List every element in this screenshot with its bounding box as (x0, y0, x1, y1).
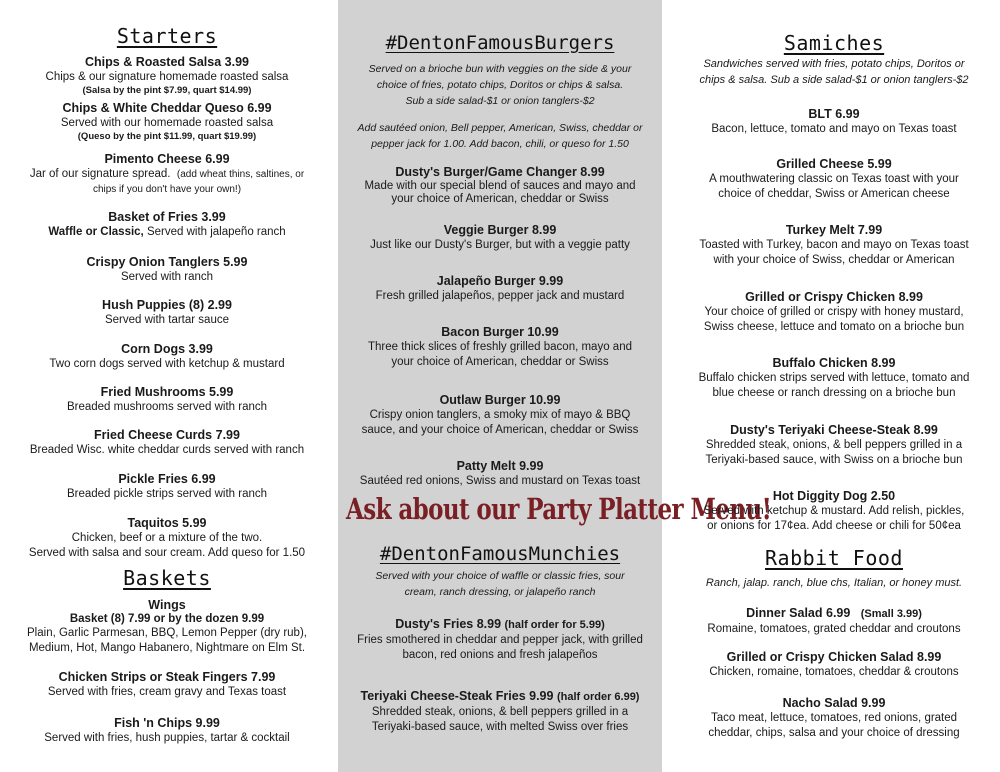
item-desc: your choice of American, cheddar or Swiss (391, 193, 609, 205)
menu-item (338, 325, 662, 370)
item-name: Chips & Roasted Salsa 3.99 (85, 55, 249, 69)
menu-item (0, 342, 334, 372)
item-name: Jalapeño Burger 9.99 (436, 274, 564, 288)
burgers-title: #DentonFamousBurgers (385, 32, 615, 54)
item-name: Bacon Burger 10.99 (441, 325, 559, 339)
menu-item (668, 696, 1000, 741)
item-name: BLT 6.99 (808, 107, 860, 121)
menu-item (0, 516, 334, 561)
item-desc: Breaded Wisc. white cheddar curds served with ranch (29, 444, 305, 456)
menu-item (0, 210, 334, 240)
item-name: Fried Cheese Curds 7.99 (94, 428, 240, 442)
right-panel (668, 0, 1000, 772)
burgers-addons: Add sautéed onion, Bell pepper, American, Swiss, cheddar or pepper jack for 1.00. Add bacon, chili, or queso for 1.50 (357, 122, 643, 150)
item-desc: or onions for 17¢ea. Add cheese or chili for 50¢ea (707, 520, 961, 532)
item-desc: Served with fries, cream gravy and Texas toast (47, 686, 287, 698)
burgers-intro: Served on a brioche bun with veggies on the side & your choice of fries, potato chips, Doritos or chips & salsa. Sub a side salad-$1 or onion tanglers-$2 (368, 63, 632, 107)
item-desc: Shredded steak, onions, & bell peppers grilled in a (705, 439, 963, 451)
item-name: Dusty's Teriyaki Cheese-Steak 8.99 (730, 423, 938, 437)
item-desc: Plain, Garlic Parmesan, BBQ, Lemon Pepper (dry rub), (27, 627, 307, 639)
item-name: Chicken Strips or Steak Fingers 7.99 (58, 670, 276, 684)
item-name: Basket of Fries 3.99 (108, 210, 226, 224)
menu-item (668, 157, 1000, 202)
menu-item (0, 428, 334, 458)
item-name: Basket (8) 7.99 or by the dozen 9.99 (69, 613, 265, 625)
item-desc: Sautéed red onions, Swiss and mustard on Texas toast (359, 475, 641, 487)
item-name: Grilled Cheese 5.99 (776, 157, 892, 171)
item-desc: with your choice of Swiss, cheddar or American (713, 254, 955, 266)
item-name: Fried Mushrooms 5.99 (100, 385, 234, 399)
item-name: Chips & White Cheddar Queso 6.99 (62, 101, 272, 115)
item-desc: choice of cheddar, Swiss or American cheese (718, 188, 950, 200)
menu-item (0, 101, 334, 143)
item-name: Veggie Burger 8.99 (443, 223, 557, 237)
menu-item (0, 385, 334, 415)
item-desc: Jar of our signature spread. (add wheat thins, saltines, or chips if you don't have your own!) (29, 168, 305, 195)
item-desc: Toasted with Turkey, bacon and mayo on Texas toast (699, 239, 969, 251)
item-desc: Buffalo chicken strips served with lettuce, tomato and (698, 372, 970, 384)
menu-item (338, 689, 662, 735)
item-desc: blue cheese or ranch dressing on a brioche bun (712, 387, 956, 399)
item-desc: Served with salsa and sour cream. Add queso for 1.50 (28, 547, 306, 559)
item-name: Pimento Cheese 6.99 (104, 152, 230, 166)
item-desc: Chips & our signature homemade roasted salsa (45, 71, 289, 83)
item-name: Hot Diggity Dog 2.50 (772, 489, 896, 503)
item-desc: Teriyaki-based sauce, with melted Swiss over fries (371, 721, 629, 733)
menu-item (0, 472, 334, 502)
item-desc: Fries smothered in cheddar and pepper jack, with grilled (357, 634, 643, 646)
item-desc: Made with our special blend of sauces and mayo and (364, 180, 636, 192)
item-desc: Three thick slices of freshly grilled bacon, mayo and (368, 341, 632, 353)
item-name: Taquitos 5.99 (127, 516, 207, 530)
menu-item (0, 716, 334, 746)
menu-item (338, 617, 662, 663)
item-note: (Queso by the pint $11.99, quart $19.99) (77, 131, 257, 142)
menu-item (0, 255, 334, 285)
menu-item (668, 356, 1000, 401)
item-desc: Teriyaki-based sauce, with Swiss on a brioche bun (705, 454, 963, 466)
menu-item (338, 274, 662, 304)
baskets-title: Baskets (123, 566, 211, 590)
menu-item (668, 489, 1000, 534)
item-desc: Swiss cheese, lettuce and tomato on a brioche bun (703, 321, 965, 333)
item-desc: Medium, Hot, Mango Habanero, Nightmare on Elm St. (28, 642, 306, 654)
item-desc: Romaine, tomatoes, grated cheddar and croutons (707, 623, 961, 635)
item-desc: A mouthwatering classic on Texas toast with your (709, 173, 959, 185)
item-desc: Fresh grilled jalapeños, pepper jack and mustard (375, 290, 625, 302)
menu-item (668, 423, 1000, 468)
menu-item (338, 459, 662, 489)
item-desc: bacon, red onions and fresh jalapeños (402, 649, 598, 661)
item-desc: cheddar, chips, salsa and your choice of dressing (708, 727, 960, 739)
item-name: Buffalo Chicken 8.99 (772, 356, 896, 370)
menu-item (668, 606, 1000, 637)
item-name: Fish 'n Chips 9.99 (114, 716, 220, 730)
menu-item (0, 55, 334, 97)
item-desc: Taco meat, lettuce, tomatoes, red onions, grated (710, 712, 958, 724)
item-name: Outlaw Burger 10.99 (439, 393, 561, 407)
item-name: Dusty's Fries 8.99 (half order for 5.99) (395, 617, 605, 631)
item-name: Patty Melt 9.99 (456, 459, 544, 473)
item-desc: Two corn dogs served with ketchup & mustard (49, 358, 285, 370)
menu-item (0, 598, 334, 656)
item-desc: Served with ketchup & mustard. Add relish, pickles, (703, 505, 965, 517)
item-name: Grilled or Crispy Chicken Salad 8.99 (726, 650, 942, 664)
item-desc: Served with fries, hush puppies, tartar & cocktail (44, 732, 290, 744)
starters-title: Starters (116, 24, 218, 48)
menu-item (668, 290, 1000, 335)
menu-item (0, 152, 334, 197)
item-desc: your choice of American, cheddar or Swiss (391, 356, 609, 368)
item-desc: Served with our homemade roasted salsa (60, 117, 274, 129)
item-name: Wings (148, 598, 186, 612)
item-note: (Salsa by the pint $7.99, quart $14.99) (82, 85, 252, 96)
rabbit-food-intro: Ranch, jalap. ranch, blue chs, Italian, or honey must. (705, 577, 963, 589)
item-desc: Bacon, lettuce, tomato and mayo on Texas toast (711, 123, 957, 135)
menu-item (338, 223, 662, 253)
item-desc: Just like our Dusty's Burger, but with a veggie patty (370, 239, 630, 251)
item-name: Grilled or Crispy Chicken 8.99 (745, 290, 923, 304)
item-name: Dusty's Burger/Game Changer 8.99 (395, 165, 605, 179)
samiches-intro: Sandwiches served with fries, potato chips, Doritos or chips & salsa. Sub a side salad-$1 or onion tanglers-$2 (699, 58, 969, 86)
menu-item (668, 107, 1000, 137)
item-name: Corn Dogs 3.99 (121, 342, 213, 356)
item-desc: Breaded mushrooms served with ranch (66, 401, 268, 413)
menu-item (338, 165, 662, 206)
party-platter-banner: Ask about our Party Platter Menu! (346, 492, 772, 527)
item-name: Pickle Fries 6.99 (118, 472, 216, 486)
menu-item (338, 393, 662, 438)
item-desc: Chicken, romaine, tomatoes, cheddar & croutons (709, 666, 959, 678)
samiches-title: Samiches (783, 31, 885, 55)
menu-item (668, 650, 1000, 680)
item-desc: Your choice of grilled or crispy with honey mustard, (704, 306, 964, 318)
munchies-title: #DentonFamousMunchies (379, 543, 621, 565)
item-name: Dinner Salad 6.99 (Small 3.99) (746, 606, 922, 620)
menu-item (668, 223, 1000, 268)
item-desc: Crispy onion tanglers, a smoky mix of mayo & BBQ (369, 409, 631, 421)
item-name: Teriyaki Cheese-Steak Fries 9.99 (half order 6.99) (360, 689, 640, 703)
middle-panel (338, 0, 772, 772)
item-desc: Waffle or Classic, Served with jalapeño ranch (48, 226, 286, 238)
item-desc: Served with tartar sauce (104, 314, 229, 326)
rabbit-food-title: Rabbit Food (765, 546, 903, 570)
item-desc: sauce, and your choice of American, cheddar or Swiss (361, 424, 639, 436)
item-desc: Breaded pickle strips served with ranch (66, 488, 268, 500)
menu-item (0, 670, 334, 700)
item-desc: Shredded steak, onions, & bell peppers grilled in a (371, 706, 629, 718)
menu-item (0, 298, 334, 328)
item-desc: Chicken, beef or a mixture of the two. (71, 532, 263, 544)
left-panel (0, 0, 334, 772)
item-name: Crispy Onion Tanglers 5.99 (86, 255, 248, 269)
munchies-intro: Served with your choice of waffle or classic fries, sour cream, ranch dressing, or jalapeño ranch (375, 570, 625, 598)
item-desc: Served with ranch (120, 271, 214, 283)
item-name: Nacho Salad 9.99 (782, 696, 886, 710)
item-name: Turkey Melt 7.99 (785, 223, 883, 237)
item-name: Hush Puppies (8) 2.99 (102, 298, 232, 312)
